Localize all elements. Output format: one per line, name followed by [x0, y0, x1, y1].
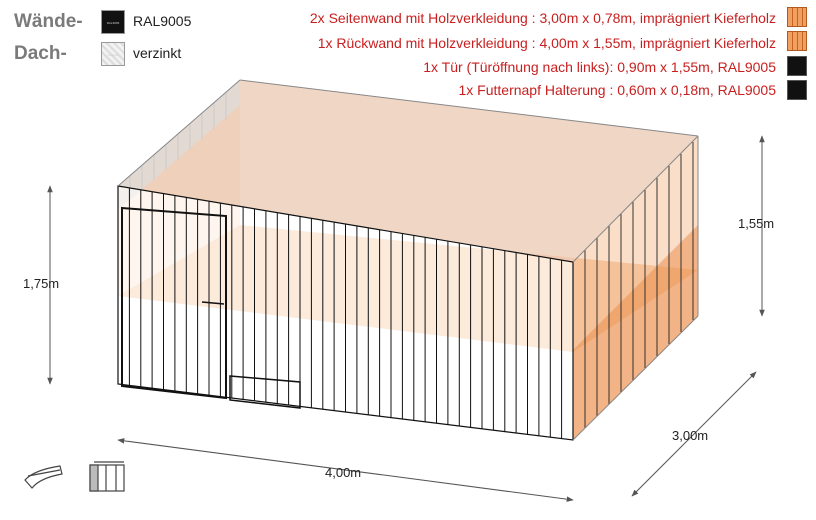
- walls-color-label: RAL9005: [133, 13, 192, 29]
- roof-legend-title: Dach-: [14, 43, 67, 64]
- length-label: 4,00m: [325, 465, 362, 480]
- roof-color-swatch: verzinkt: [101, 42, 125, 66]
- parts-line-feeder-holder: 1x Futternapf Halterung : 0,60m x 0,18m, RAL9005: [458, 82, 776, 98]
- height-back-label: 1,55m: [738, 216, 775, 231]
- height-front-label: 1,75m: [23, 276, 60, 291]
- parts-line-door: 1x Tür (Türöffnung nach links): 0,90m x 1,55m, RAL9005: [423, 59, 776, 75]
- depth-label: 3,00m: [672, 428, 709, 443]
- parts-line-back-wall: 1x Rückwand mit Holzverkleidung : 4,00m x 1,55m, imprägniert Kieferholz: [317, 35, 776, 51]
- walls-color-swatch: RAL9005: [101, 10, 125, 34]
- roof-color-label: verzinkt: [133, 45, 182, 61]
- roof-gutter-icon: [25, 466, 62, 488]
- parts-line-side-walls: 2x Seitenwand mit Holzverkleidung : 3,00m x 0,78m, imprägniert Kieferholz: [309, 10, 776, 26]
- walls-legend-title: Wände-: [14, 11, 83, 32]
- shed-side-icon: [90, 462, 124, 491]
